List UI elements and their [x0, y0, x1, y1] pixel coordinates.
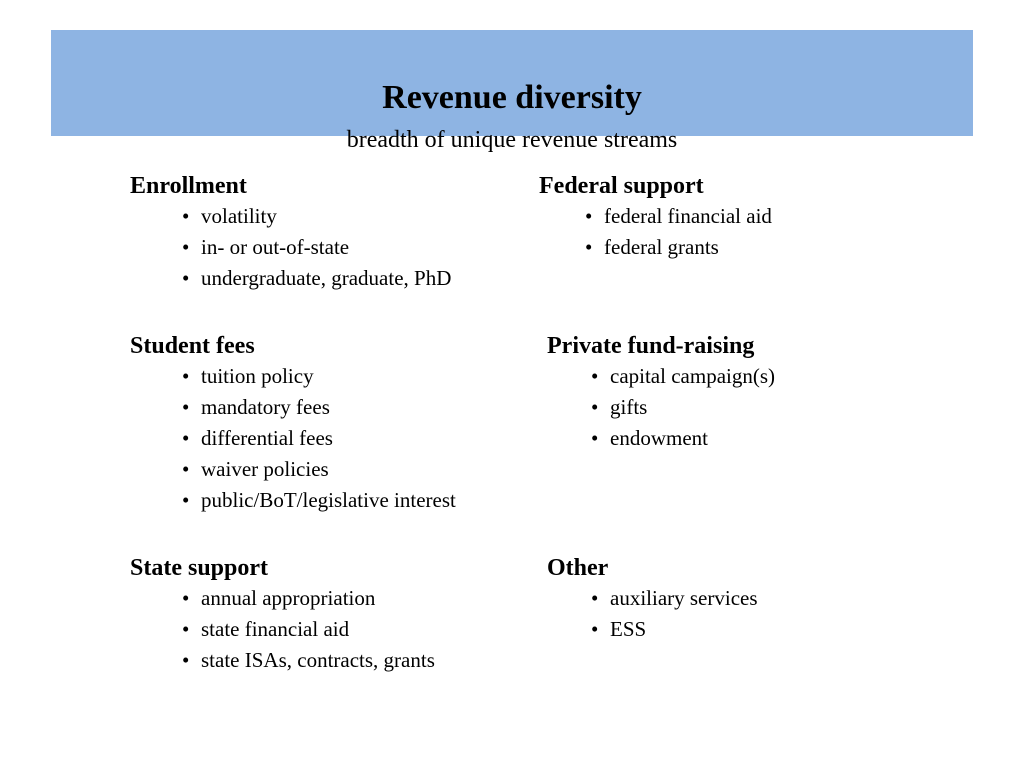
bullet-icon: •: [182, 586, 190, 610]
bullet-list: [182, 583, 435, 676]
bullet-icon: •: [182, 617, 190, 641]
list-item: [585, 232, 772, 263]
section-heading: Private fund-raising: [547, 333, 755, 359]
bullet-icon: •: [591, 395, 599, 419]
bullet-icon: •: [182, 488, 190, 512]
bullet-icon: •: [182, 457, 190, 481]
list-item-text: annual appropriation: [201, 586, 376, 610]
list-item: [591, 423, 775, 454]
bullet-list: [591, 361, 775, 454]
section-heading: Federal support: [539, 173, 704, 199]
list-item: [591, 392, 775, 423]
list-item: [182, 263, 451, 294]
list-item-text: volatility: [201, 204, 277, 228]
bullet-icon: •: [182, 364, 190, 388]
section-student-fees: [130, 331, 456, 516]
bullet-icon: •: [591, 426, 599, 450]
slide-subtitle: breadth of unique revenue streams: [346, 127, 678, 153]
bullet-icon: •: [585, 235, 593, 259]
section-federal-support: [539, 171, 772, 263]
list-item: [182, 583, 435, 614]
section-state-support: [130, 553, 435, 676]
bullet-icon: •: [591, 617, 599, 641]
section-heading: Enrollment: [130, 173, 247, 199]
section-other: [547, 553, 758, 645]
list-item-text: undergraduate, graduate, PhD: [201, 266, 452, 290]
list-item: [182, 645, 435, 676]
bullet-icon: •: [591, 364, 599, 388]
section-heading: State support: [130, 555, 269, 581]
bullet-list: [591, 583, 758, 645]
bullet-list: [182, 201, 451, 294]
list-item-text: state ISAs, contracts, grants: [201, 648, 435, 672]
bullet-icon: •: [182, 648, 190, 672]
list-item: [182, 485, 456, 516]
section-enrollment: [130, 171, 451, 294]
list-item: [182, 392, 456, 423]
list-item: [591, 583, 758, 614]
bullet-icon: •: [182, 395, 190, 419]
list-item: [591, 614, 758, 645]
list-item-text: differential fees: [201, 426, 333, 450]
list-item-text: auxiliary services: [610, 586, 758, 610]
list-item: [182, 423, 456, 454]
list-item: [182, 361, 456, 392]
list-item: [182, 201, 451, 232]
list-item: [585, 201, 772, 232]
bullet-icon: •: [182, 235, 190, 259]
bullet-icon: •: [591, 586, 599, 610]
list-item-text: gifts: [610, 395, 648, 419]
list-item: [182, 232, 451, 263]
list-item-text: waiver policies: [201, 457, 329, 481]
section-private-fund-raising: [547, 331, 775, 454]
list-item: [182, 614, 435, 645]
bullet-list: [182, 361, 456, 516]
list-item-text: ESS: [610, 617, 647, 641]
bullet-list: [585, 201, 772, 263]
title-banner: [51, 30, 973, 153]
list-item-text: endowment: [610, 426, 708, 450]
section-heading: Student fees: [130, 333, 255, 359]
section-heading: Other: [547, 555, 609, 581]
bullet-icon: •: [585, 204, 593, 228]
bullet-icon: •: [182, 266, 190, 290]
list-item-text: federal grants: [604, 235, 719, 259]
list-item-text: state financial aid: [201, 617, 350, 641]
list-item-text: mandatory fees: [201, 395, 330, 419]
slide-title: Revenue diversity: [382, 79, 642, 116]
list-item-text: tuition policy: [201, 364, 314, 388]
list-item-text: in- or out-of-state: [201, 235, 350, 259]
list-item: [182, 454, 456, 485]
list-item: [591, 361, 775, 392]
list-item-text: federal financial aid: [604, 204, 772, 228]
bullet-icon: •: [182, 204, 190, 228]
list-item-text: public/BoT/legislative interest: [201, 488, 456, 512]
list-item-text: capital campaign(s): [610, 364, 776, 388]
bullet-icon: •: [182, 426, 190, 450]
